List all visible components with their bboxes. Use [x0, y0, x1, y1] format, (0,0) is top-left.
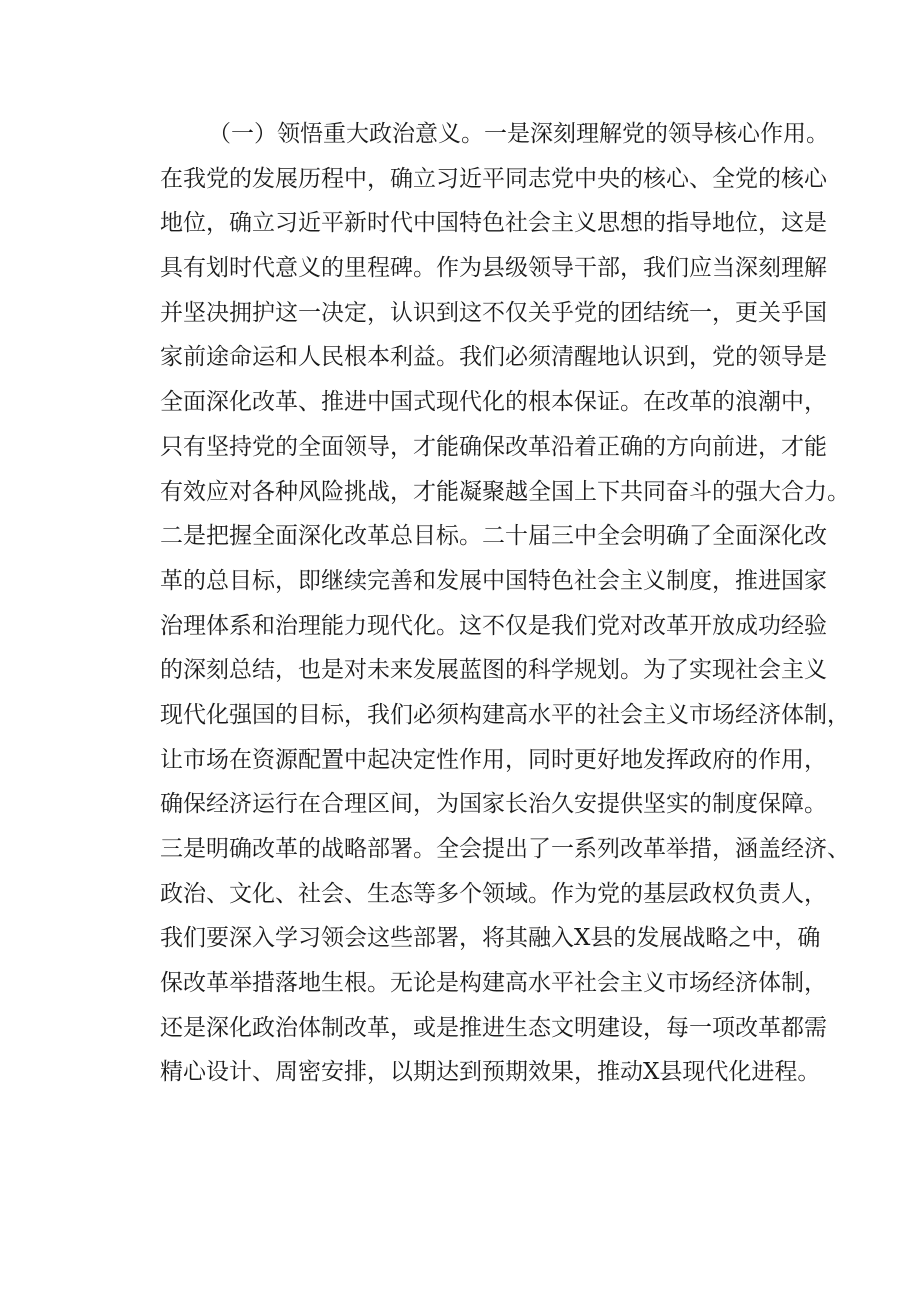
- text-line: 地位，确立习近平新时代中国特色社会主义思想的指导地位，这是: [160, 210, 827, 237]
- text-line: 的深刻总结，也是对未来发展蓝图的科学规划。为了实现社会主义: [160, 657, 827, 684]
- text-line: 还是深化政治体制改革，或是推进生态文明建设，每一项改革都需: [160, 1014, 827, 1041]
- text-line: 全面深化改革、推进中国式现代化的根本保证。在改革的浪潮中，: [160, 389, 827, 416]
- text-line-heading: （一）领悟重大政治意义。一是深刻理解党的领导核心作用。: [208, 121, 829, 147]
- text-line: 具有划时代意义的里程碑。作为县级领导干部，我们应当深刻理解: [160, 255, 827, 282]
- text-line: 精心设计、周密安排，以期达到预期效果，推动X县现代化进程。: [160, 1059, 821, 1086]
- text-line: 有效应对各种风险挑战，才能凝聚越全国上下共同奋斗的强大合力。: [160, 478, 850, 505]
- text-line: 确保经济运行在合理区间，为国家长治久安提供坚实的制度保障。: [160, 791, 827, 818]
- text-line: 我们要深入学习领会这些部署，将其融入X县的发展战略之中，确: [160, 925, 821, 952]
- text-line: 家前途命运和人民根本利益。我们必须清醒地认识到，党的领导是: [160, 344, 827, 371]
- text-line: 政治、文化、社会、生态等多个领域。作为党的基层政权负责人，: [160, 880, 827, 907]
- text-line: 革的总目标，即继续完善和发展中国特色社会主义制度，推进国家: [160, 567, 827, 594]
- body-text: [160, 112, 850, 1095]
- text-line: 并坚决拥护这一决定，认识到这不仅关乎党的团结统一，更关乎国: [160, 299, 827, 326]
- text-line: 二是把握全面深化改革总目标。二十届三中全会明确了全面深化改: [160, 523, 827, 550]
- text-line: 只有坚持党的全面领导，才能确保改革沿着正确的方向前进，才能: [160, 433, 827, 460]
- text-line: 现代化强国的目标，我们必须构建高水平的社会主义市场经济体制，: [160, 701, 850, 728]
- text-line: 在我党的发展历程中，确立习近平同志党中央的核心、全党的核心: [160, 165, 827, 192]
- text-line: 治理体系和治理能力现代化。这不仅是我们党对改革开放成功经验: [160, 612, 827, 639]
- text-line: 三是明确改革的战略部署。全会提出了一系列改革举措，涵盖经济、: [160, 836, 850, 862]
- text-line: 让市场在资源配置中起决定性作用，同时更好地发挥政府的作用，: [160, 746, 827, 773]
- text-line: 保改革举措落地生根。无论是构建高水平社会主义市场经济体制，: [160, 970, 827, 997]
